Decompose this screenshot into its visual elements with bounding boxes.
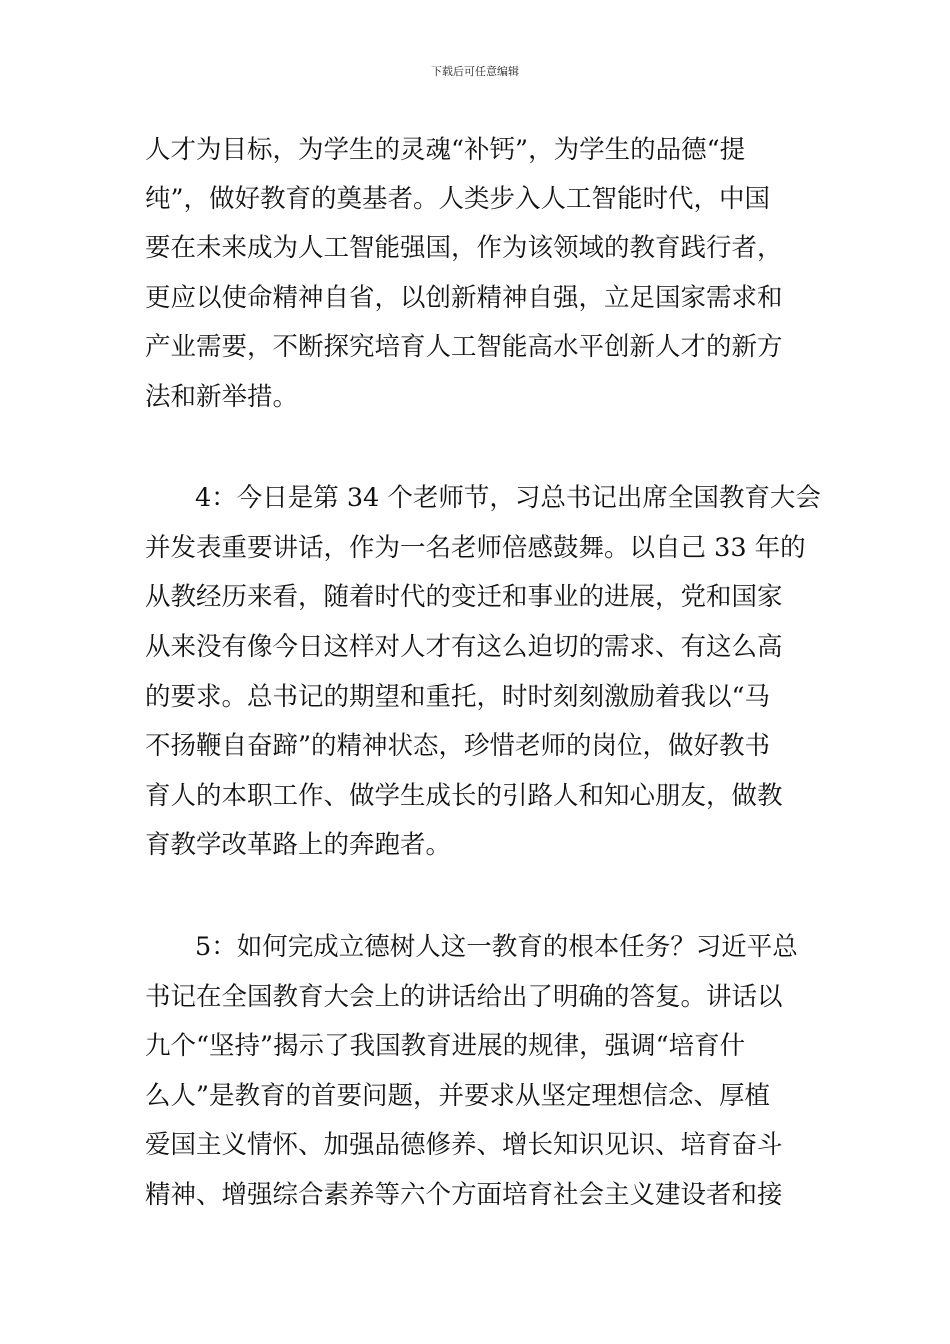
paragraph-3-line-4: 么人”是教育的首要问题，并要求从坚定理想信念、厚植 xyxy=(145,1081,771,1111)
paragraph-3-line-5: 爱国主义情怀、加强品德修养、增长知识见识、培育奋斗 xyxy=(145,1130,783,1160)
paragraph-3-line-6: 精神、增强综合素养等六个方面培育社会主义建设者和接 xyxy=(145,1180,783,1210)
paragraph-2-line-6: 不扬鞭自奋蹄”的精神状态，珍惜老师的岗位，做好教书 xyxy=(145,731,771,761)
paragraph-3-line-1: 5：如何完成立德树人这一教育的根本任务？习近平总 xyxy=(195,932,798,962)
paragraph-1-line-1: 人才为目标，为学生的灵魂“补钙”，为学生的品德“提 xyxy=(145,135,746,165)
paragraph-2-line-8: 育教学改革路上的奔跑者。 xyxy=(145,830,452,860)
paragraph-3-line-3: 九个“坚持”揭示了我国教育进展的规律，强调“培育什 xyxy=(145,1031,746,1061)
paragraph-3-line-2: 书记在全国教育大会上的讲话给出了明确的答复。讲话以 xyxy=(145,982,783,1012)
paragraph-2-line-7: 育人的本职工作、做学生成长的引路人和知心朋友，做教 xyxy=(145,781,783,811)
page-header: 下载后可任意编辑 xyxy=(431,65,519,78)
paragraph-1-line-5: 产业需要，不断探究培育人工智能高水平创新人才的新方 xyxy=(145,332,783,362)
paragraph-1-line-3: 要在未来成为人工智能强国，作为该领域的教育践行者， xyxy=(145,233,783,263)
paragraph-2-line-5: 的要求。总书记的期望和重托，时时刻刻激励着我以“马 xyxy=(145,682,771,712)
paragraph-2-line-3: 从教经历来看，随着时代的变迁和事业的进展，党和国家 xyxy=(145,582,783,612)
paragraph-2-line-2: 并发表重要讲话，作为一名老师倍感鼓舞。以自己 33 年的 xyxy=(145,533,806,563)
paragraph-1-line-4: 更应以使命精神自省，以创新精神自强，立足国家需求和 xyxy=(145,283,783,313)
paragraph-2-line-1: 4：今日是第 34 个老师节，习总书记出席全国教育大会 xyxy=(195,483,821,513)
paragraph-1-line-6: 法和新举措。 xyxy=(145,382,299,412)
paragraph-2-line-4: 从来没有像今日这样对人才有这么迫切的需求、有这么高 xyxy=(145,632,783,662)
paragraph-1-line-2: 纯”，做好教育的奠基者。人类步入人工智能时代，中国 xyxy=(145,184,771,214)
